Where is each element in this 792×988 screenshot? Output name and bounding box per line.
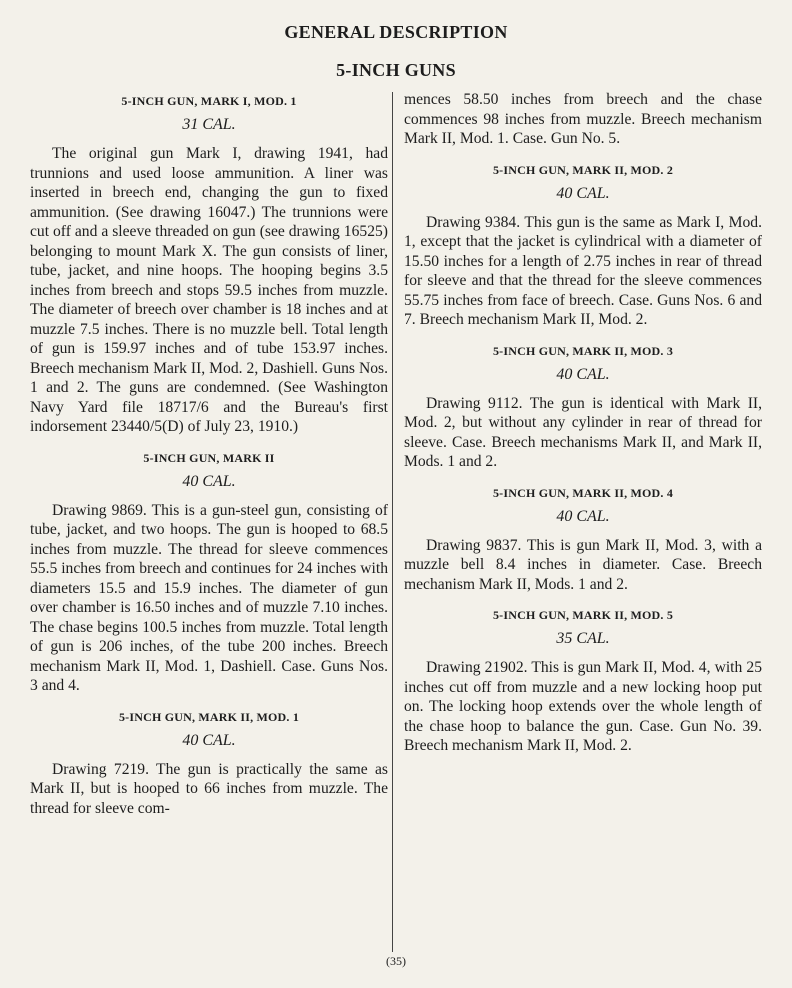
section-text: Drawing 9837. This is gun Mark II, Mod. 3, with a muzzle bell 8.4 inches in diameter. Case. Breech mechanism Mark II, Mods. 1 and 2.	[404, 536, 762, 593]
page-title: GENERAL DESCRIPTION	[284, 22, 508, 42]
section-heading: 5-INCH GUN, MARK II, MOD. 5	[492, 608, 674, 622]
caliber-label: 40 CAL.	[556, 184, 610, 202]
section-text-continued: mences 58.50 inches from breech and the chase commences 98 inches from muzzle. Breech mechanism Mark II, Mod. 1. Case. Gun No. 5.	[404, 91, 762, 147]
column-divider	[392, 92, 393, 952]
section-heading: 5-INCH GUN, MARK I, MOD. 1	[121, 94, 297, 108]
section-heading: 5-INCH GUN, MARK II, MOD. 1	[118, 709, 300, 724]
section-text: Drawing 9869. This is a gun-steel gun, consisting of tube, jacket, and two hoops. The gun is hooped to 68.5 inches from muzzle. The thread for sleeve commences 55.5 inches from breech and continues for 24 inches with diameters 15.5 and 15.9 inches. The diameter of gun over chamber is 16.50 inches and of muzzle 7.10 inches. The chase begins 100.5 inches from muzzle. Total length of gun is 206 inches, of the tube 200 inches. Breech mechanism Mark II, Mod. 1, Dashiell. Case. Guns Nos. 3 and 4.	[30, 501, 388, 694]
section-text: Drawing 9384. This gun is the same as Mark I, Mod. 1, except that the jacket is cylindrical with a diameter of 15.50 inches for a length of 2.75 inches in rear of thread for sleeve and that the thread for the sleeve commences 55.75 inches from face of breech. Case. Guns Nos. 6 and 7. Breech mechanism Mark II, Mod. 2.	[404, 213, 762, 328]
page-number: (35)	[386, 954, 406, 968]
caliber-label: 35 CAL.	[556, 630, 610, 647]
section-heading: 5-INCH GUN, MARK II	[143, 450, 275, 465]
section-text: Drawing 21902. This is gun Mark II, Mod. 4, with 25 inches cut off from muzzle and a new locking hoop put on. The locking hoop extends over the whole length of the chase hoop to balance the gun. Case. Gun No. 39. Breech mechanism Mark II, Mod. 2.	[404, 659, 762, 754]
section-heading: 5-INCH GUN, MARK II, MOD. 4	[492, 485, 674, 500]
caliber-label: 40 CAL.	[182, 731, 236, 749]
caliber-label: 40 CAL.	[556, 507, 610, 525]
section-text: Drawing 9112. The gun is identical with Mark II, Mod. 2, but without any cylinder in rear of thread for sleeve. Case. Breech mechanisms Mark II, and Mark II, Mods. 1 and 2.	[404, 394, 762, 470]
left-column	[30, 92, 388, 830]
caliber-label: 31 CAL.	[182, 116, 236, 133]
section-text: The original gun Mark I, drawing 1941, had trunnions and used loose ammunition. A liner was inserted in breech end, changing the gun to fixed ammunition. (See drawing 16047.) The trunnions were cut off and a sleeve threaded on gun (see drawing 16525) belonging to mount Mark X. The gun consists of liner, tube, jacket, and nine hoops. The hooping begins 3.5 inches from breech and stops 59.5 inches from muzzle. The diameter of breech over chamber is 18 inches and at muzzle 7.5 inches. There is no muzzle bell. Total length of gun is 159.97 inches and of tube 153.97 inches. Breech mechanism Mark II, Mod. 2, Dashiell. Guns Nos. 1 and 2. The guns are condemned. (See Washington Navy Yard file 18717/6 and the Bureau's first indorsement 23440/5(D) of July 23, 1910.)	[30, 145, 388, 435]
page-subtitle: 5-INCH GUNS	[336, 60, 456, 80]
section-heading: 5-INCH GUN, MARK II, MOD. 3	[492, 343, 674, 358]
caliber-label: 40 CAL.	[182, 472, 236, 490]
section-text: Drawing 7219. The gun is practically the same as Mark II, but is hooped to 66 inches from muzzle. The thread for sleeve com-	[30, 760, 388, 817]
caliber-label: 40 CAL.	[556, 365, 610, 383]
section-heading: 5-INCH GUN, MARK II, MOD. 2	[492, 162, 674, 177]
right-column	[404, 90, 762, 768]
